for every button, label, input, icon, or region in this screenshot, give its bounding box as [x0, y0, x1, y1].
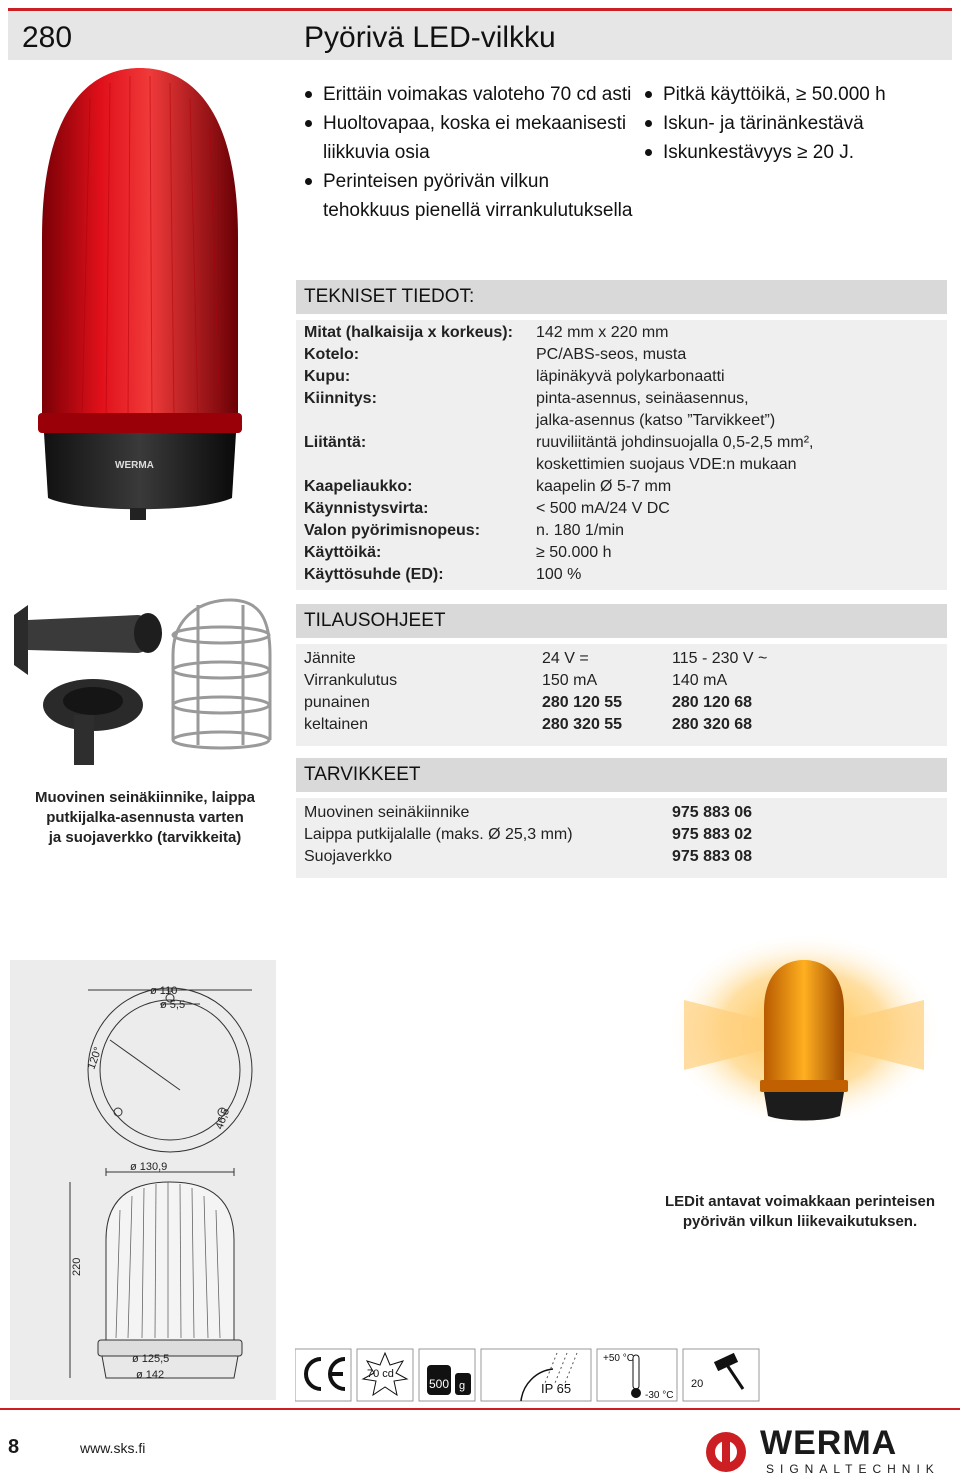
caption-line: LEDit antavat voimakkaan perinteisen	[664, 1193, 936, 1210]
footer-url[interactable]: www.sks.fi	[80, 1440, 146, 1456]
table-row	[296, 846, 947, 868]
spec-row	[296, 344, 947, 366]
specs-table	[296, 320, 947, 590]
ordering-name: Jännite	[304, 650, 356, 667]
feature-item: Erittäin voimakas valoteho 70 cd asti	[305, 80, 635, 109]
feature-item: Iskun- ja tärinänkestävä	[645, 109, 945, 138]
ordering-heading: TILAUSOHJEET	[296, 604, 947, 638]
spec-label: Kupu:	[304, 368, 351, 385]
accessory-code: 975 883 08	[672, 848, 753, 865]
ordering-b: 280 320 68	[672, 716, 753, 733]
ordering-name: keltainen	[304, 716, 369, 733]
table-row	[296, 648, 947, 670]
spec-row	[296, 322, 947, 344]
page-number: 8	[8, 1436, 20, 1458]
page-header	[8, 8, 952, 60]
spec-value: kaapelin Ø 5-7 mm	[536, 478, 672, 495]
ordering-name: punainen	[304, 694, 370, 711]
spec-value: 100 %	[536, 566, 582, 583]
page-title: Pyörivä LED-vilkku	[304, 21, 556, 54]
yellow-beacon-illustration	[664, 930, 944, 1130]
icon-ip-label: IP 65	[541, 1381, 572, 1396]
caption-line: pyörivän vilkun liikevaikutuksen.	[682, 1213, 918, 1230]
luminous-intensity-icon	[357, 1349, 413, 1401]
svg-text:WERMA: WERMA	[115, 460, 154, 471]
accessory-name: Laippa putkijalalle (maks. Ø 25,3 mm)	[304, 826, 573, 843]
specs-heading: TEKNISET TIEDOT:	[296, 280, 947, 314]
dim-d142: ø 142	[136, 1369, 165, 1381]
accessory-code: 975 883 06	[672, 804, 753, 821]
spec-value: ruuviliitäntä johdinsuojalla 0,5-2,5 mm²,	[536, 434, 814, 451]
feature-item: Pitkä käyttöikä, ≥ 50.000 h	[645, 80, 945, 109]
accessory-name: Suojaverkko	[304, 848, 393, 865]
spec-row	[296, 388, 947, 432]
caption-line: ja suojaverkko (tarvikkeita)	[48, 829, 242, 846]
ip-rating-icon	[481, 1349, 591, 1401]
spec-value: ≥ 50.000 h	[536, 544, 612, 561]
ordering-a: 24 V =	[542, 650, 589, 667]
accessories-table	[296, 798, 947, 878]
ordering-a: 150 mA	[542, 672, 598, 689]
spec-row	[296, 476, 947, 498]
dim-d1309: ø 130,9	[130, 1161, 168, 1173]
led-caption	[650, 1192, 950, 1232]
spec-row	[296, 498, 947, 520]
spec-row	[296, 366, 947, 388]
caption-line: Muovinen seinäkiinnike, laippa	[34, 789, 256, 806]
feature-item: Huoltovapaa, koska ei mekaanisesti liikkuvia osia	[305, 109, 635, 167]
dim-d1255: ø 125,5	[132, 1353, 170, 1365]
spec-row	[296, 564, 947, 586]
footer-brand: WERMA	[760, 1424, 898, 1462]
spec-label: Käyttöikä:	[304, 544, 382, 561]
spec-label: Käyttösuhde (ED):	[304, 566, 444, 583]
icon-temp-low: -30 °C	[645, 1390, 674, 1401]
table-row	[296, 692, 947, 714]
icon-weight-value: 500	[429, 1377, 450, 1391]
spec-row	[296, 520, 947, 542]
spec-label: Kiinnitys:	[304, 390, 377, 407]
spec-label: Liitäntä:	[304, 434, 367, 451]
spec-value: PC/ABS-seos, musta	[536, 346, 687, 363]
icon-weight-unit: g	[459, 1380, 466, 1392]
spec-row	[296, 432, 947, 476]
technical-drawing	[10, 960, 276, 1400]
red-beacon-photo	[20, 68, 260, 538]
temperature-range-icon	[597, 1349, 677, 1401]
page-footer	[0, 1408, 960, 1477]
icon-cd-label: 70 cd	[367, 1368, 394, 1380]
dim-d465: 46,5	[213, 1106, 233, 1132]
table-row	[296, 670, 947, 692]
dim-h220: 220	[71, 1257, 83, 1276]
spec-value-line2: jalka-asennus (katso ”Tarvikkeet”)	[536, 412, 776, 429]
weight-icon	[419, 1349, 475, 1401]
spec-label: Kaapeliaukko:	[304, 478, 413, 495]
feature-item: Perinteisen pyörivän vilkun tehokkuus pienellä virrankulutuksella	[305, 167, 635, 225]
spec-value-line2: koskettimien suojaus VDE:n mukaan	[536, 456, 797, 473]
accessories-photo	[8, 595, 288, 775]
spec-row	[296, 542, 947, 564]
feature-item: Iskunkestävyys ≥ 20 J.	[645, 138, 945, 167]
werma-logo-icon	[702, 1428, 750, 1476]
accessories-caption	[20, 788, 270, 848]
ordering-b: 115 - 230 V ~	[672, 650, 768, 667]
accessories-heading: TARVIKKEET	[296, 758, 947, 792]
ordering-a: 280 320 55	[542, 716, 623, 733]
ordering-table	[296, 644, 947, 746]
page-section-number: 280	[22, 21, 73, 54]
ce-mark-icon	[295, 1349, 351, 1401]
footer-brand-sub: SIGNALTECHNIK	[766, 1462, 940, 1476]
accessory-name: Muovinen seinäkiinnike	[304, 804, 470, 821]
table-row	[296, 802, 947, 824]
dim-angle: 120°	[85, 1045, 105, 1072]
dim-d110: ø 110	[150, 985, 178, 997]
ordering-b: 280 120 68	[672, 694, 753, 711]
features-left	[305, 80, 635, 225]
spec-label: Mitat (halkaisija x korkeus):	[304, 324, 513, 341]
spec-label: Käynnistysvirta:	[304, 500, 429, 517]
spec-value: pinta-asennus, seinäasennus,	[536, 390, 749, 407]
ordering-b: 140 mA	[672, 672, 728, 689]
impact-hammer-icon	[683, 1349, 759, 1401]
accessory-code: 975 883 02	[672, 826, 753, 843]
features-right	[645, 80, 945, 167]
table-row	[296, 824, 947, 846]
spec-label: Kotelo:	[304, 346, 360, 363]
dim-d55: ø 5,5	[160, 999, 186, 1011]
spec-value: n. 180 1/min	[536, 522, 625, 539]
spec-value: < 500 mA/24 V DC	[536, 500, 670, 517]
spec-value: 142 mm x 220 mm	[536, 324, 669, 341]
icon-strip	[295, 1343, 775, 1405]
spec-value: läpinäkyvä polykarbonaatti	[536, 368, 725, 385]
ordering-a: 280 120 55	[542, 694, 623, 711]
icon-temp-high: +50 °C	[603, 1353, 634, 1364]
spec-label: Valon pyörimisnopeus:	[304, 522, 481, 539]
table-row	[296, 714, 947, 736]
icon-impact-value: 20	[691, 1378, 704, 1390]
caption-line: putkijalka-asennusta varten	[46, 809, 244, 826]
ordering-name: Virrankulutus	[304, 672, 398, 689]
